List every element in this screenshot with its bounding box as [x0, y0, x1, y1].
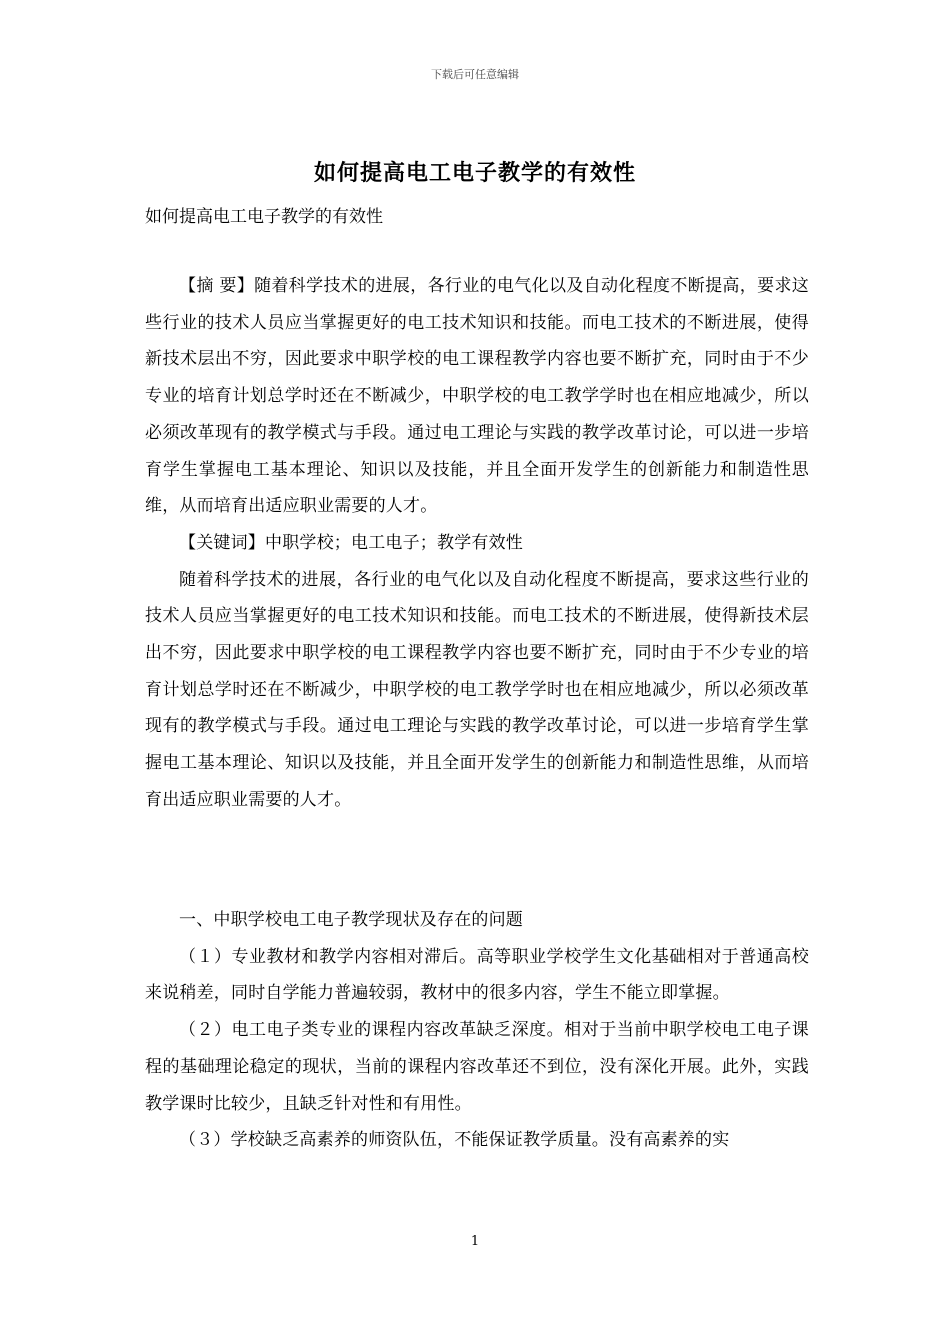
- document-subtitle: 如何提高电工电子教学的有效性: [145, 207, 383, 227]
- list-item-2: （２）电工电子类专业的课程内容改革缺乏深度。相对于当前中职学校电工电子课程的基础理论稳定的现状，当前的课程内容改革还不到位，没有深化开展。此外，实践教学课时比较少，且缺乏针对性和有用性。: [145, 1020, 809, 1114]
- document-title: 如何提高电工电子教学的有效性: [313, 160, 636, 186]
- section-heading: 一、中职学校电工电子教学现状及存在的问题: [179, 910, 523, 930]
- header-note: 下载后可任意编辑: [431, 68, 519, 81]
- intro-paragraph: 随着科学技术的进展，各行业的电气化以及自动化程度不断提高，要求这些行业的技术人员应当掌握更好的电工技术知识和技能。而电工技术的不断进展，使得新技术层出不穷，因此要求中职学校的电工课程教学内容也要不断扩充，同时由于不少专业的培育计划总学时还在不断减少，中职学校的电工教学学时也在相应地减少，所以必须改革现有的教学模式与手段。通过电工理论与实践的教学改革讨论，可以进一步培育学生掌握电工基本理论、知识以及技能，并且全面开发学生的创新能力和制造性思维，从而培育出适应职业需要的人才。: [145, 569, 809, 810]
- list-item-1: （１）专业教材和教学内容相对滞后。高等职业学校学生文化基础相对于普通高校来说稍差，同时自学能力普遍较弱，教材中的很多内容，学生不能立即掌握。: [145, 946, 809, 1004]
- abstract-block: [145, 268, 809, 819]
- list-item-3: （３）学校缺乏高素养的师资队伍，不能保证教学质量。没有高素养的实: [179, 1130, 730, 1151]
- abstract-paragraph: 【摘 要】随着科学技术的进展，各行业的电气化以及自动化程度不断提高，要求这些行业的技术人员应当掌握更好的电工技术知识和技能。而电工技术的不断进展，使得新技术层出不穷，因此要求中职学校的电工课程教学内容也要不断扩充，同时由于不少专业的培育计划总学时还在不断减少，中职学校的电工教学学时也在相应地减少，所以必须改革现有的教学模式与手段。通过电工理论与实践的教学改革讨论，可以进一步培育学生掌握电工基本理论、知识以及技能，并且全面开发学生的创新能力和制造性思维，从而培育出适应职业需要的人才。: [145, 276, 809, 517]
- section-1: [145, 902, 809, 1159]
- keywords-paragraph: 【关键词】中职学校；电工电子；教学有效性: [179, 532, 523, 553]
- page-number: 1: [470, 1234, 480, 1249]
